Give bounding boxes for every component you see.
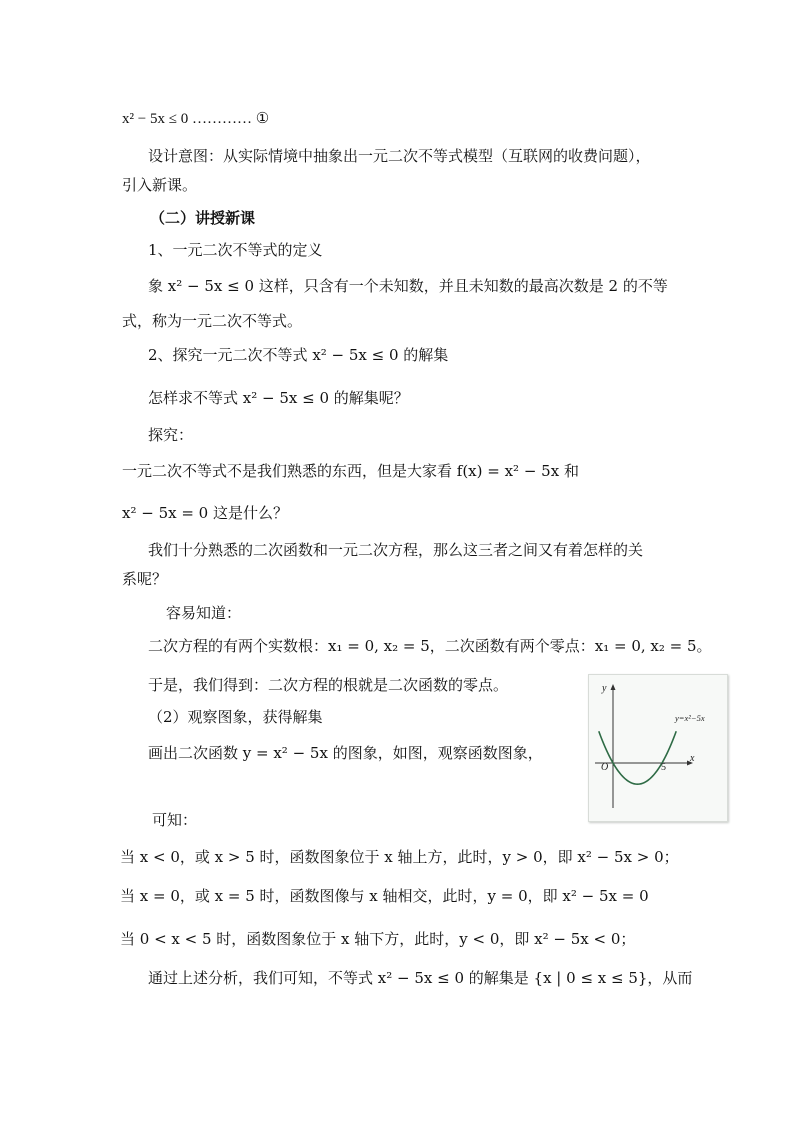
known-label: 容易知道： xyxy=(166,604,242,622)
observe-result-label: 可知： xyxy=(152,811,198,829)
case-on-axis: 当 x = 0，或 x = 5 时，函数图像与 x 轴相交，此时，y = 0，即 x² − 5x = 0 xyxy=(120,887,649,905)
section-heading: （二）讲授新课 xyxy=(150,209,256,227)
conclusion-text: 于是，我们得到：二次方程的根就是二次函数的零点。 xyxy=(148,676,509,694)
subsection-heading-definition: 1、一元二次不等式的定义 xyxy=(148,241,323,259)
design-intent-text-cont: 引入新课。 xyxy=(122,176,198,194)
y-axis-arrow xyxy=(611,684,616,690)
definition-text: 象 x² − 5x ≤ 0 这样，只含有一个未知数，并且未知数的最高次数是 2 的不等 xyxy=(148,277,668,295)
tick-label-5: 5 xyxy=(661,762,666,773)
parabola-curve xyxy=(599,731,676,784)
subsection-heading-explore: 2、探究一元二次不等式 x² − 5x ≤ 0 的解集 xyxy=(148,346,449,364)
case-above-axis: 当 x < 0，或 x > 5 时，函数图象位于 x 轴上方，此时，y > 0，即 x² − 5x > 0； xyxy=(120,848,679,866)
parabola-graph xyxy=(589,675,727,821)
definition-text-cont: 式，称为一元二次不等式。 xyxy=(122,312,303,330)
relation-text: 我们十分熟悉的二次函数和一元二次方程，那么这三者之间又有着怎样的关 xyxy=(148,541,644,559)
explore-text-cont: x² − 5x = 0 这是什么？ xyxy=(122,504,288,522)
roots-text: 二次方程的有两个实数根：x₁ = 0, x₂ = 5，二次函数有两个零点：x₁ = 0, x₂ = 5。 xyxy=(148,637,712,655)
observe-heading: （2）观察图象，获得解集 xyxy=(148,708,323,726)
origin-label: O xyxy=(601,762,609,773)
curve-label: y=x²−5x xyxy=(675,713,705,723)
x-axis-label: x xyxy=(690,753,695,764)
relation-text-cont: 系呢？ xyxy=(122,570,168,588)
case-below-axis: 当 0 < x < 5 时，函数图象位于 x 轴下方，此时，y < 0，即 x² − 5x < 0； xyxy=(120,930,636,948)
y-axis-label: y xyxy=(602,683,607,694)
inequality-line: x² − 5x ≤ 0 ………… ① xyxy=(122,111,270,127)
graph-instruction-text: 画出二次函数 y = x² − 5x 的图象，如图，观察函数图象， xyxy=(148,744,543,762)
design-intent-text: 设计意图：从实际情境中抽象出一元二次不等式模型（互联网的收费问题）， xyxy=(148,147,651,165)
explore-text: 一元二次不等式不是我们熟悉的东西，但是大家看 f(x) = x² − 5x 和 xyxy=(122,462,579,480)
question-text: 怎样求不等式 x² − 5x ≤ 0 的解集呢？ xyxy=(148,389,409,407)
parabola-figure xyxy=(588,674,728,822)
solution-set-text: 通过上述分析，我们可知，不等式 x² − 5x ≤ 0 的解集是 {x | 0 ≤ x ≤ 5}，从而 xyxy=(148,969,693,987)
explore-label: 探究： xyxy=(148,426,194,444)
